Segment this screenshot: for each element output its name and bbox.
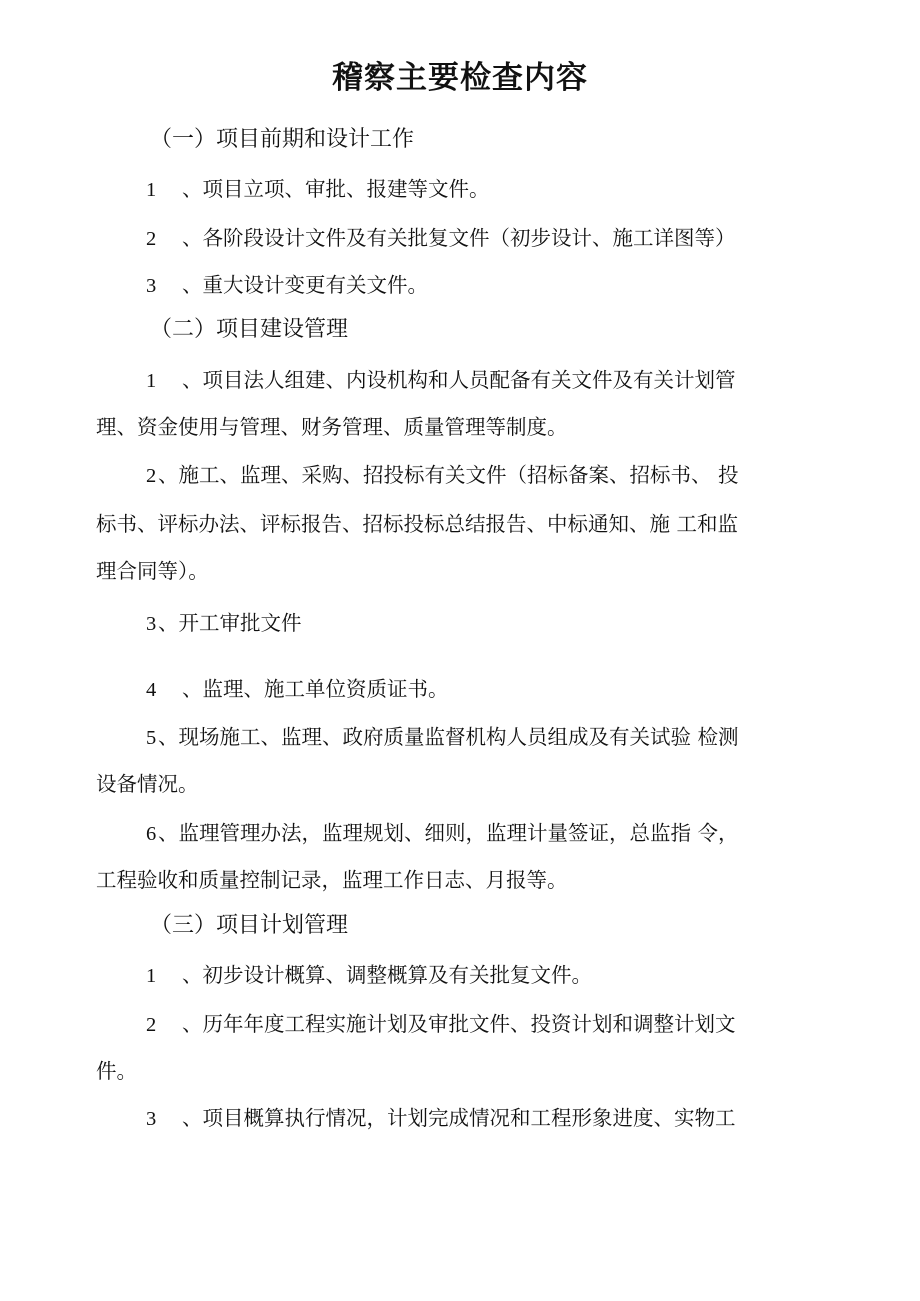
list-item [146,272,428,299]
list-item [146,1105,736,1132]
list-item [146,820,739,847]
list-item [146,676,449,703]
item-number: 2 [146,228,157,250]
list-item [146,462,739,489]
list-item [146,962,592,989]
document-title: 稽察主要检查内容 [332,60,588,96]
item-text: 、施工、监理、采购、招投标有关文件（招标备案、招标书、 投 [158,463,739,487]
list-item [146,610,302,637]
item-text: 、项目概算执行情况，计划完成情况和工程形象进度、实物工 [182,1106,736,1130]
list-item [146,176,490,203]
item-number: 3 [146,275,157,297]
section-heading-3: （三）项目计划管理 [150,913,349,938]
item-number: 2 [146,1014,157,1036]
item-text: 、历年年度工程实施计划及审批文件、投资计划和调整计划文 [182,1012,736,1036]
list-item [146,1011,736,1038]
item-continuation: 理合同等）。 [96,559,209,583]
item-continuation: 理、资金使用与管理、财务管理、质量管理等制度。 [96,415,568,439]
item-number: 4 [146,679,157,701]
item-text: 、各阶段设计文件及有关批复文件（初步设计、施工详图等） [182,226,736,250]
item-text: 、开工审批文件 [158,611,302,635]
list-item [146,367,736,394]
item-continuation: 标书、评标办法、评标报告、招标投标总结报告、中标通知、施 工和监 [96,512,739,536]
item-number: 2 [146,465,157,487]
item-text: 、监理管理办法，监理规划、细则，监理计量签证，总监指 令， [158,821,739,845]
item-number: 3 [146,1108,157,1130]
item-text: 、现场施工、监理、政府质量监督机构人员组成及有关试验 检测 [158,725,739,749]
item-number: 3 [146,613,157,635]
section-heading-2: （二）项目建设管理 [150,317,349,342]
item-text: 、项目立项、审批、报建等文件。 [182,177,490,201]
item-number: 6 [146,823,157,845]
item-continuation: 件。 [96,1059,137,1083]
section-heading-1: （一）项目前期和设计工作 [150,127,415,152]
item-continuation: 设备情况。 [96,772,199,796]
list-item [146,225,736,252]
item-continuation: 工程验收和质量控制记录，监理工作日志、月报等。 [96,868,568,892]
item-number: 5 [146,727,157,749]
item-number: 1 [146,370,157,392]
item-text: 、初步设计概算、调整概算及有关批复文件。 [182,963,592,987]
list-item [146,724,739,751]
item-text: 、监理、施工单位资质证书。 [182,677,449,701]
item-number: 1 [146,179,157,201]
item-number: 1 [146,965,157,987]
item-text: 、重大设计变更有关文件。 [182,273,428,297]
item-text: 、项目法人组建、内设机构和人员配备有关文件及有关计划管 [182,368,736,392]
